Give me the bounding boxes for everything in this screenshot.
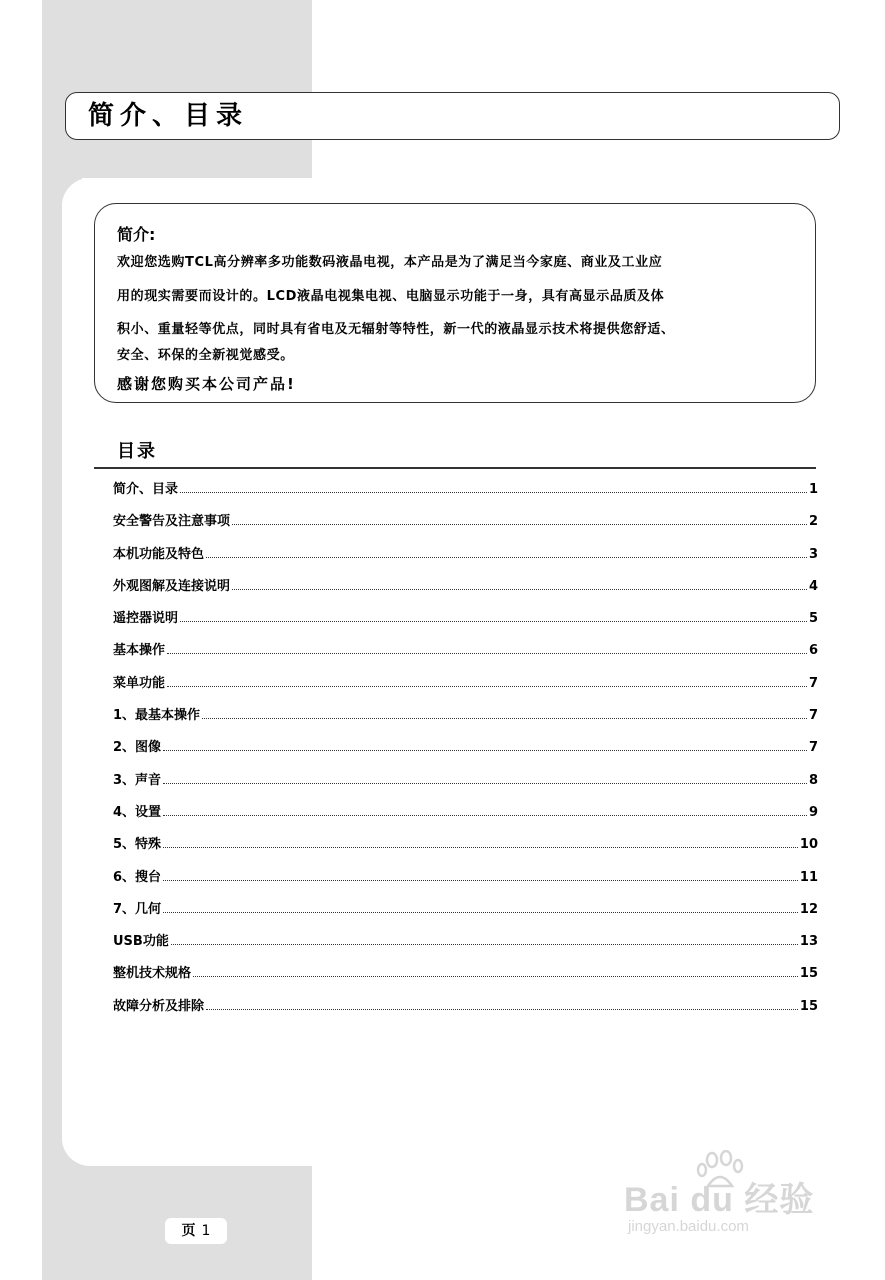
intro-line: 欢迎您选购TCL高分辨率多功能数码液晶电视，本产品是为了满足当今家庭、商业及工业应 bbox=[117, 255, 663, 270]
toc-leader bbox=[206, 1009, 798, 1010]
toc-item[interactable] bbox=[113, 510, 818, 542]
intro-heading: 简介: bbox=[117, 225, 156, 244]
toc-item-title: 外观图解及连接说明 bbox=[113, 578, 231, 594]
toc-item-title: 菜单功能 bbox=[113, 675, 166, 691]
toc-item-title: 1、最基本操作 bbox=[113, 708, 201, 724]
intro-line: 安全、环保的全新视觉感受。 bbox=[117, 348, 294, 363]
toc-item-title: 基本操作 bbox=[113, 643, 166, 659]
watermark-url: jingyan.baidu.com bbox=[628, 1218, 749, 1235]
toc-divider bbox=[94, 467, 816, 469]
toc-item-page: 13 bbox=[799, 934, 818, 950]
toc-item-page: 7 bbox=[808, 675, 818, 691]
toc-leader bbox=[171, 944, 798, 945]
intro-line: 用的现实需要而设计的。LCD液晶电视集电视、电脑显示功能于一身，具有高显示品质及体 bbox=[117, 289, 665, 304]
toc-item-title: 3、声音 bbox=[113, 772, 162, 788]
toc-item-page: 4 bbox=[808, 578, 818, 594]
toc-leader bbox=[206, 557, 807, 558]
toc-item[interactable] bbox=[113, 639, 818, 671]
toc-item[interactable] bbox=[113, 672, 818, 704]
toc-item[interactable] bbox=[113, 478, 818, 510]
toc-item[interactable] bbox=[113, 575, 818, 607]
toc-leader bbox=[180, 621, 807, 622]
page-label: 页 bbox=[181, 1223, 196, 1239]
toc-item[interactable] bbox=[113, 898, 818, 930]
toc-item-page: 9 bbox=[808, 804, 818, 820]
intro-line: 积小、重量轻等优点，同时具有省电及无辐射等特性，新一代的液晶显示技术将提供您舒适、 bbox=[117, 322, 675, 337]
page-title: 简介、目录 bbox=[88, 101, 249, 131]
toc-item-page: 6 bbox=[808, 643, 818, 659]
toc-leader bbox=[163, 880, 798, 881]
toc-leader bbox=[232, 589, 807, 590]
toc-item-page: 7 bbox=[808, 740, 818, 756]
toc-leader bbox=[167, 686, 807, 687]
toc-leader bbox=[193, 976, 798, 977]
toc-item[interactable] bbox=[113, 962, 818, 994]
toc-item[interactable] bbox=[113, 543, 818, 575]
toc-item[interactable] bbox=[113, 801, 818, 833]
gray-strip-top bbox=[42, 0, 312, 178]
toc-leader bbox=[202, 718, 807, 719]
toc-item-page: 2 bbox=[808, 514, 818, 530]
toc-item-title: 5、特殊 bbox=[113, 837, 162, 853]
toc-leader bbox=[180, 492, 807, 493]
toc-item-title: USB功能 bbox=[113, 934, 169, 950]
toc-item[interactable] bbox=[113, 833, 818, 865]
toc-item-page: 1 bbox=[808, 482, 818, 497]
toc-item[interactable] bbox=[113, 704, 818, 736]
toc-item-page: 10 bbox=[799, 837, 818, 853]
toc-item[interactable] bbox=[113, 769, 818, 801]
toc-item-title: 4、设置 bbox=[113, 804, 162, 820]
toc-leader bbox=[232, 524, 807, 525]
toc-item[interactable] bbox=[113, 607, 818, 639]
toc-item[interactable] bbox=[113, 866, 818, 898]
toc-item-title: 简介、目录 bbox=[113, 482, 179, 497]
toc-leader bbox=[163, 783, 807, 784]
toc-item-page: 11 bbox=[799, 869, 818, 885]
toc-item-title: 6、搜台 bbox=[113, 869, 162, 885]
toc-leader bbox=[163, 815, 807, 816]
toc-item-page: 5 bbox=[808, 611, 818, 627]
toc-item-title: 遥控器说明 bbox=[113, 611, 179, 627]
toc-item-page: 15 bbox=[799, 966, 818, 982]
toc-item-page: 8 bbox=[808, 772, 818, 788]
toc-leader bbox=[163, 847, 798, 848]
toc-list bbox=[113, 478, 818, 1027]
toc-item-title: 故障分析及排除 bbox=[113, 998, 205, 1014]
toc-item-title: 安全警告及注意事项 bbox=[113, 514, 231, 530]
toc-leader bbox=[167, 653, 807, 654]
toc-item-page: 3 bbox=[808, 546, 818, 562]
watermark-logo: Bai du 经验 bbox=[624, 1181, 815, 1219]
toc-item-page: 12 bbox=[799, 901, 818, 917]
toc-item-title: 2、图像 bbox=[113, 740, 162, 756]
thanks-text: 感谢您购买本公司产品! bbox=[117, 375, 296, 393]
toc-item-page: 15 bbox=[799, 998, 818, 1014]
toc-item-title: 整机技术规格 bbox=[113, 966, 192, 982]
toc-item-title: 7、几何 bbox=[113, 901, 162, 917]
toc-item[interactable] bbox=[113, 736, 818, 768]
toc-item[interactable] bbox=[113, 930, 818, 962]
toc-heading: 目录 bbox=[117, 441, 157, 462]
page-number-badge bbox=[165, 1218, 227, 1244]
page-number: 1 bbox=[201, 1223, 211, 1239]
toc-leader bbox=[163, 750, 807, 751]
toc-item[interactable] bbox=[113, 995, 818, 1027]
toc-item-title: 本机功能及特色 bbox=[113, 546, 205, 562]
toc-item-page: 7 bbox=[808, 708, 818, 724]
toc-leader bbox=[163, 912, 798, 913]
